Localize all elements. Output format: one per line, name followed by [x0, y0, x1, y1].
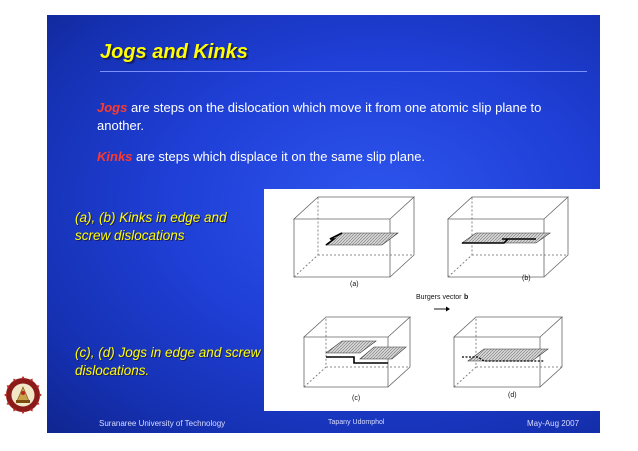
slide	[47, 15, 600, 433]
caption-kinks: (a), (b) Kinks in edge and screw dislocations	[75, 210, 227, 243]
slide-title: Jogs and Kinks	[100, 41, 248, 63]
label-b: (b)	[522, 275, 531, 282]
label-a: (a)	[350, 281, 359, 288]
university-seal-icon	[3, 375, 43, 415]
slip-plane-c-lower	[360, 347, 406, 359]
jogs-text: are steps on the dislocation which move it from one atomic slip plane to another.	[97, 100, 542, 133]
burgers-vector-symbol: b	[464, 294, 469, 301]
title-underline	[100, 71, 587, 72]
kinks-definition	[97, 148, 567, 166]
caption-jogs: (c), (d) Jogs in edge and screw dislocations.	[75, 345, 261, 378]
burgers-arrow-icon	[434, 307, 450, 312]
label-c: (c)	[352, 395, 361, 402]
jogs-definition	[97, 99, 557, 135]
jogs-term: Jogs	[97, 100, 128, 115]
dislocation-diagram	[264, 189, 600, 411]
slip-plane-c-upper	[326, 341, 376, 353]
kinks-text: are steps which displace it on the same slip plane.	[132, 149, 426, 164]
burgers-vector-label: Burgers vector	[416, 294, 462, 301]
dislocation-figure	[264, 189, 600, 411]
label-d: (d)	[508, 392, 517, 399]
footer-university: Suranaree University of Technology	[99, 419, 226, 428]
footer-author: Tapany Udomphol	[328, 419, 385, 426]
footer-date: May-Aug 2007	[527, 419, 580, 428]
slip-plane-d	[468, 349, 548, 361]
kinks-term: Kinks	[97, 149, 133, 164]
